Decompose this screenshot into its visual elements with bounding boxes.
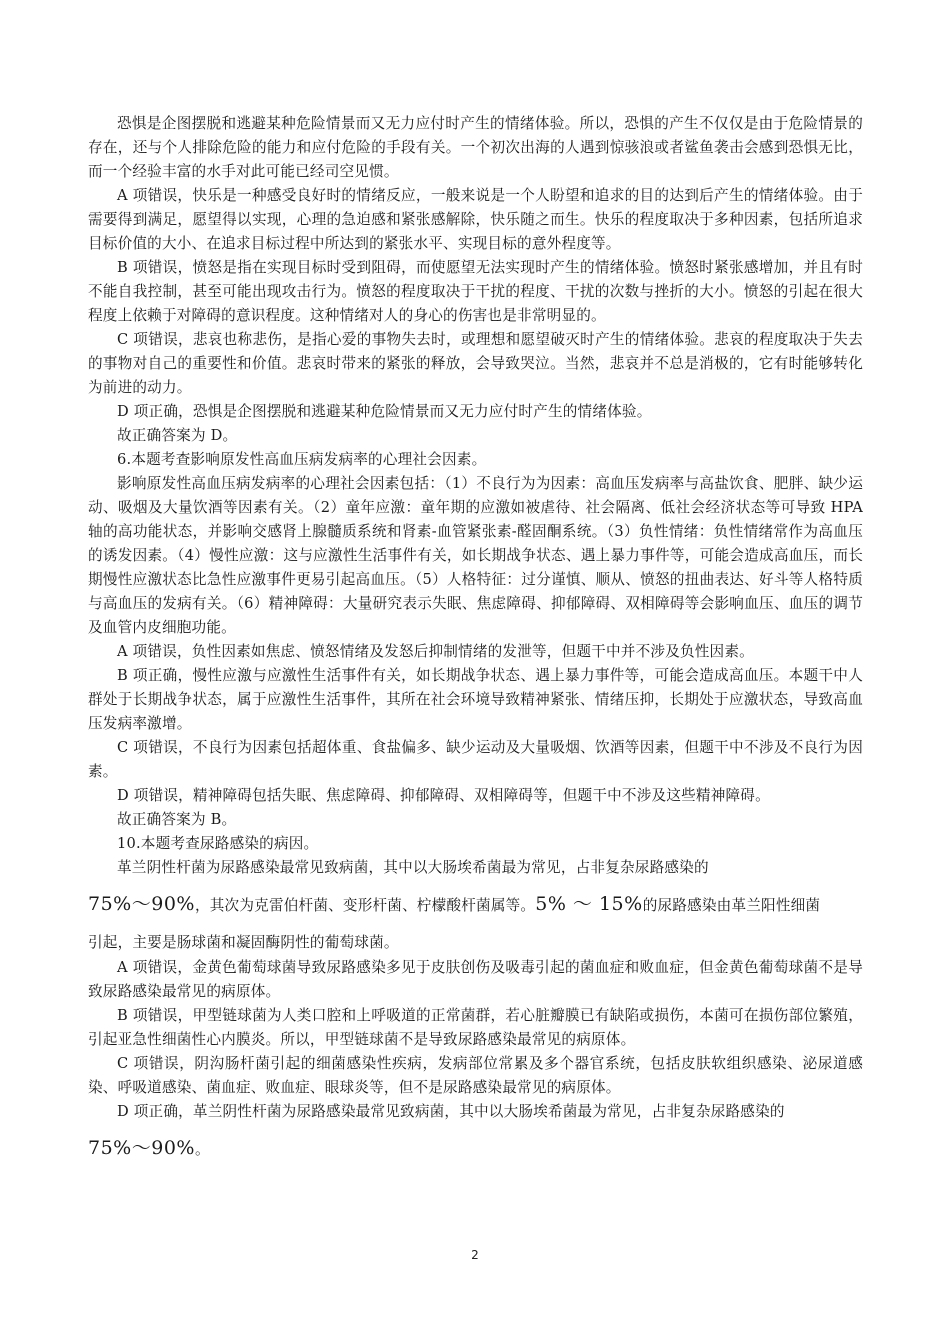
paragraph: A 项错误，快乐是一种感受良好时的情绪反应，一般来说是一个人盼望和追求的目的达到后产生的情绪体验。由于需要得到满足，愿望得以实现，心理的急迫感和紧张感解除，快乐随之而生。快乐的程度取决于多种因素，包括所追求目标价值的大小、在追求目标过程中所达到的紧张水平、实现目标的意外程度等。 (88, 187, 863, 252)
paragraph: 影响原发性高血压病发病率的心理社会因素包括：（1）不良行为为因素：高血压发病率与高盐饮食、肥胖、缺少运动、吸烟及大量饮酒等因素有关。（2）童年应激：童年期的应激如被虐待、社会隔离、低社会经济状态等可导致 HPA 轴的高功能状态，并影响交感肾上腺髓质系统和肾素-血管紧张素-醛固酮系统。（3）负性情绪：负性情绪常作为高血压的诱发因素。（4）慢性应激：这与应激性生活事件有关，如长期战争状态、遇上暴力事件等，可能会造成高血压，而长期慢性应激状态比急性应激事件更易引起高血压。（5）人格特征：过分谨慎、顺从、愤怒的扭曲表达、好斗等人格特质与高血压的发病有关。（6）精神障碍：大量研究表示失眠、焦虑障碍、抑郁障碍、双相障碍等会影响血压、血压的调节及血管内皮细胞功能。 (88, 475, 863, 636)
paragraph: 恐惧是企图摆脱和逃避某种危险情景而又无力应付时产生的情绪体验。所以，恐惧的产生不仅仅是由于危险情景的存在，还与个人排除危险的能力和应付危险的手段有关。一个初次出海的人遇到惊骇浪或者鲨鱼袭击会感到恐惧无比，而一个经验丰富的水手对此可能已经司空见惯。 (88, 115, 863, 180)
paragraph: B 项错误，愤怒是指在实现目标时受到阻碍，而使愿望无法实现时产生的情绪体验。愤怒时紧张感增加，并且有时不能自我控制，甚至可能出现攻击行为。愤怒的程度取决于干扰的程度、干扰的次数与挫折的大小。愤怒的引起在很大程度上依赖于对障碍的意识程度。这种情绪对人的身心的伤害也是非常明显的。 (88, 259, 863, 324)
final-paragraph (88, 1100, 863, 1174)
percentage-range: 75%～90% (88, 893, 195, 915)
percentage-range: 75%～90% (88, 1137, 195, 1159)
paragraph: 故正确答案为 D。 (117, 427, 238, 444)
paragraph: 10.本题考查尿路感染的病因。 (117, 835, 319, 852)
paragraph-line: 引起，主要是肠球菌和凝固酶阴性的葡萄球菌。 (88, 934, 399, 951)
paragraph: C 项错误，悲哀也称悲伤，是指心爱的事物失去时，或理想和愿望破灭时产生的情绪体验。悲哀的程度取决于失去的事物对自己的重要性和价值。悲哀时带来的紧张的释放，会导致哭泣。当然，悲哀并不总是消极的，它有时能够转化为前进的动力。 (88, 331, 863, 396)
paragraph: 故正确答案为 B。 (117, 811, 237, 828)
mixed-formula-paragraph (88, 856, 863, 956)
paragraph-line: 革兰阴性杆菌为尿路感染最常见致病菌，其中以大肠埃希菌最为常见，占非复杂尿路感染的 (117, 859, 709, 876)
paragraph-text: 。 (194, 1141, 210, 1158)
paragraph: D 项正确，恐惧是企图摆脱和逃避某种危险情景而又无力应付时产生的情绪体验。 (117, 403, 652, 420)
paragraph-text: 的尿路感染由革兰阳性细菌 (642, 897, 821, 914)
paragraph: D 项错误，精神障碍包括失眠、焦虑障碍、抑郁障碍、双相障碍等，但题干中不涉及这些精神障碍。 (117, 787, 770, 804)
paragraph: A 项错误，负性因素如焦虑、愤怒情绪及发怒后抑制情绪的发泄等，但题干中并不涉及负性因素。 (117, 643, 754, 660)
percentage-range: 5% ～ 15% (535, 893, 643, 915)
paragraph: 6.本题考查影响原发性高血压病发病率的心理社会因素。 (117, 451, 487, 468)
document-body (88, 112, 863, 1174)
paragraph: B 项错误，甲型链球菌为人类口腔和上呼吸道的正常菌群，若心脏瓣膜已有缺陷或损伤，本菌可在损伤部位繁殖，引起亚急性细菌性心内膜炎。所以，甲型链球菌不是导致尿路感染最常见的病原体。 (88, 1007, 863, 1048)
paragraph-line-with-percentages (88, 880, 863, 930)
paragraph-text: ，其次为克雷伯杆菌、变形杆菌、柠檬酸杆菌属等。 (194, 897, 536, 914)
paragraph: C 项错误，不良行为因素包括超体重、食盐偏多、缺少运动及大量吸烟、饮酒等因素，但题干中不涉及不良行为因素。 (88, 739, 863, 780)
paragraph-text: D 项正确，革兰阴性杆菌为尿路感染最常见致病菌，其中以大肠埃希菌最为常见，占非复杂尿路感染的 (117, 1103, 785, 1120)
page-number: 2 (471, 1248, 479, 1262)
paragraph: A 项错误，金黄色葡萄球菌导致尿路感染多见于皮肤创伤及吸毒引起的菌血症和败血症，但金黄色葡萄球菌不是导致尿路感染最常见的病原体。 (88, 959, 863, 1000)
paragraph: C 项错误，阴沟肠杆菌引起的细菌感染性疾病，发病部位常累及多个器官系统，包括皮肤软组织感染、泌尿道感染、呼吸道感染、菌血症、败血症、眼球炎等，但不是尿路感染最常见的病原体。 (88, 1055, 863, 1096)
paragraph-line-with-percentages (88, 1124, 863, 1174)
paragraph: B 项正确，慢性应激与应激性生活事件有关，如长期战争状态、遇上暴力事件等，可能会造成高血压。本题干中人群处于长期战争状态，属于应激性生活事件，其所在社会环境导致精神紧张、情绪压抑，长期处于应激状态，导致高血压发病率激增。 (88, 667, 863, 732)
